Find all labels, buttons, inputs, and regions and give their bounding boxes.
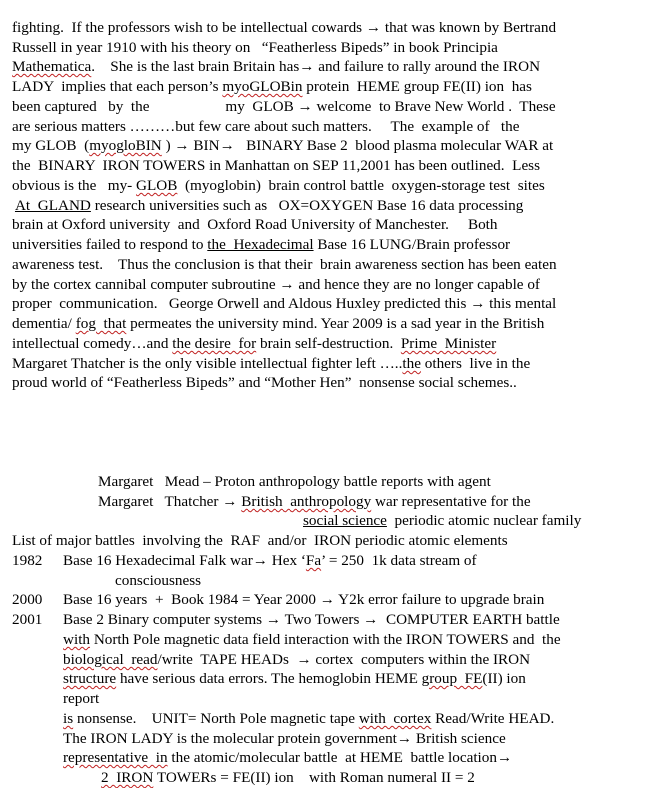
paragraph-line: dementia/ fog that permeates the university mind. Year 2009 is a sad year in the British xyxy=(12,315,545,332)
battle-2001-text: The IRON LADY is the molecular protein government→ British science xyxy=(63,730,506,747)
paragraph-line: my GLOB (myogloBIN ) → BIN→ BINARY Base 2 blood plasma molecular WAR at xyxy=(12,137,554,154)
paragraph-line: proud world of “Featherless Bipeds” and “Mother Hen” nonsense social schemes.. xyxy=(12,374,517,391)
battle-2001-text: Base 2 Binary computer systems → Two Towers → COMPUTER EARTH battle xyxy=(63,611,560,628)
battle-2000-text: Base 16 years + Book 1984 = Year 2000 → Y2k error failure to upgrade brain xyxy=(63,591,545,608)
battle-year-2000: 2000 xyxy=(12,591,43,608)
paragraph-line: LADY implies that each person’s myoGLOBin protein HEME group FE(II) ion has xyxy=(12,78,532,95)
paragraph-line: by the cortex cannibal computer subroutine → and hence they are no longer capable of xyxy=(12,276,540,293)
battle-2001-text: structure have serious data errors. The hemoglobin HEME group FE(II) ion xyxy=(63,670,526,687)
paragraph-line: are serious matters ………but few care about such matters. The example of the xyxy=(12,118,520,135)
battle-2001-text: 2 IRON TOWERs = FE(II) ion with Roman numeral II = 2 xyxy=(101,769,475,786)
paragraph-line: proper communication. George Orwell and Aldous Huxley predicted this → this mental xyxy=(12,295,557,312)
agent-social-line: social science periodic atomic nuclear family xyxy=(303,512,582,529)
agent-thatcher-line: Margaret Thatcher → British anthropology war representative for the xyxy=(98,493,531,510)
battle-1982-text: consciousness xyxy=(115,572,202,589)
battle-2001-text: biological read/write TAPE HEADs → cortex computers within the IRON xyxy=(63,651,531,668)
paragraph-line: Margaret Thatcher is the only visible intellectual fighter left …..the others live in the xyxy=(12,355,531,372)
paragraph-line: the BINARY IRON TOWERS in Manhattan on SEP 11,2001 has been outlined. Less xyxy=(12,157,541,174)
battles-heading: List of major battles involving the RAF and/or IRON periodic atomic elements xyxy=(12,532,508,549)
paragraph-line: brain at Oxford university and Oxford Road University of Manchester. Both xyxy=(12,216,498,233)
paragraph-line: been captured by the my GLOB → welcome to Brave New World . These xyxy=(12,98,556,115)
paragraph-line: obvious is the my- GLOB (myoglobin) brain control battle oxygen-storage test sites xyxy=(12,177,545,194)
battle-2001-text: report xyxy=(63,690,100,707)
paragraph-line: At GLAND research universities such as OX=OXYGEN Base 16 data processing xyxy=(14,197,524,214)
battle-2001-text: representative in the atomic/molecular battle at HEME battle location→ xyxy=(63,749,513,766)
agent-mead-line: Margaret Mead – Proton anthropology battle reports with agent xyxy=(98,473,491,490)
paragraph-line: universities failed to respond to the Hexadecimal Base 16 LUNG/Brain professor xyxy=(12,236,511,253)
paragraph-line: Russell in year 1910 with his theory on “Featherless Bipeds” in book Principia xyxy=(12,39,498,56)
battle-year-2001: 2001 xyxy=(12,611,43,628)
paragraph-line: intellectual comedy…and the desire for brain self-destruction. Prime Minister xyxy=(12,335,497,352)
paragraph-line: fighting. If the professors wish to be intellectual cowards → that was known by Bertrand xyxy=(12,19,557,36)
battle-2001-text: is nonsense. UNIT= North Pole magnetic tape with cortex Read/Write HEAD. xyxy=(63,710,555,727)
paragraph-line: awareness test. Thus the conclusion is that their brain awareness section has been eaten xyxy=(12,256,557,273)
battle-year-1982: 1982 xyxy=(12,552,43,569)
battle-1982-text: Base 16 Hexadecimal Falk war→ Hex ‘Fa’ = 250 1k data stream of xyxy=(63,552,477,569)
paragraph-line: Mathematica. She is the last brain Britain has→ and failure to rally around the IRON xyxy=(12,58,541,75)
battle-2001-text: with North Pole magnetic data field interaction with the IRON TOWERS and the xyxy=(63,631,561,648)
